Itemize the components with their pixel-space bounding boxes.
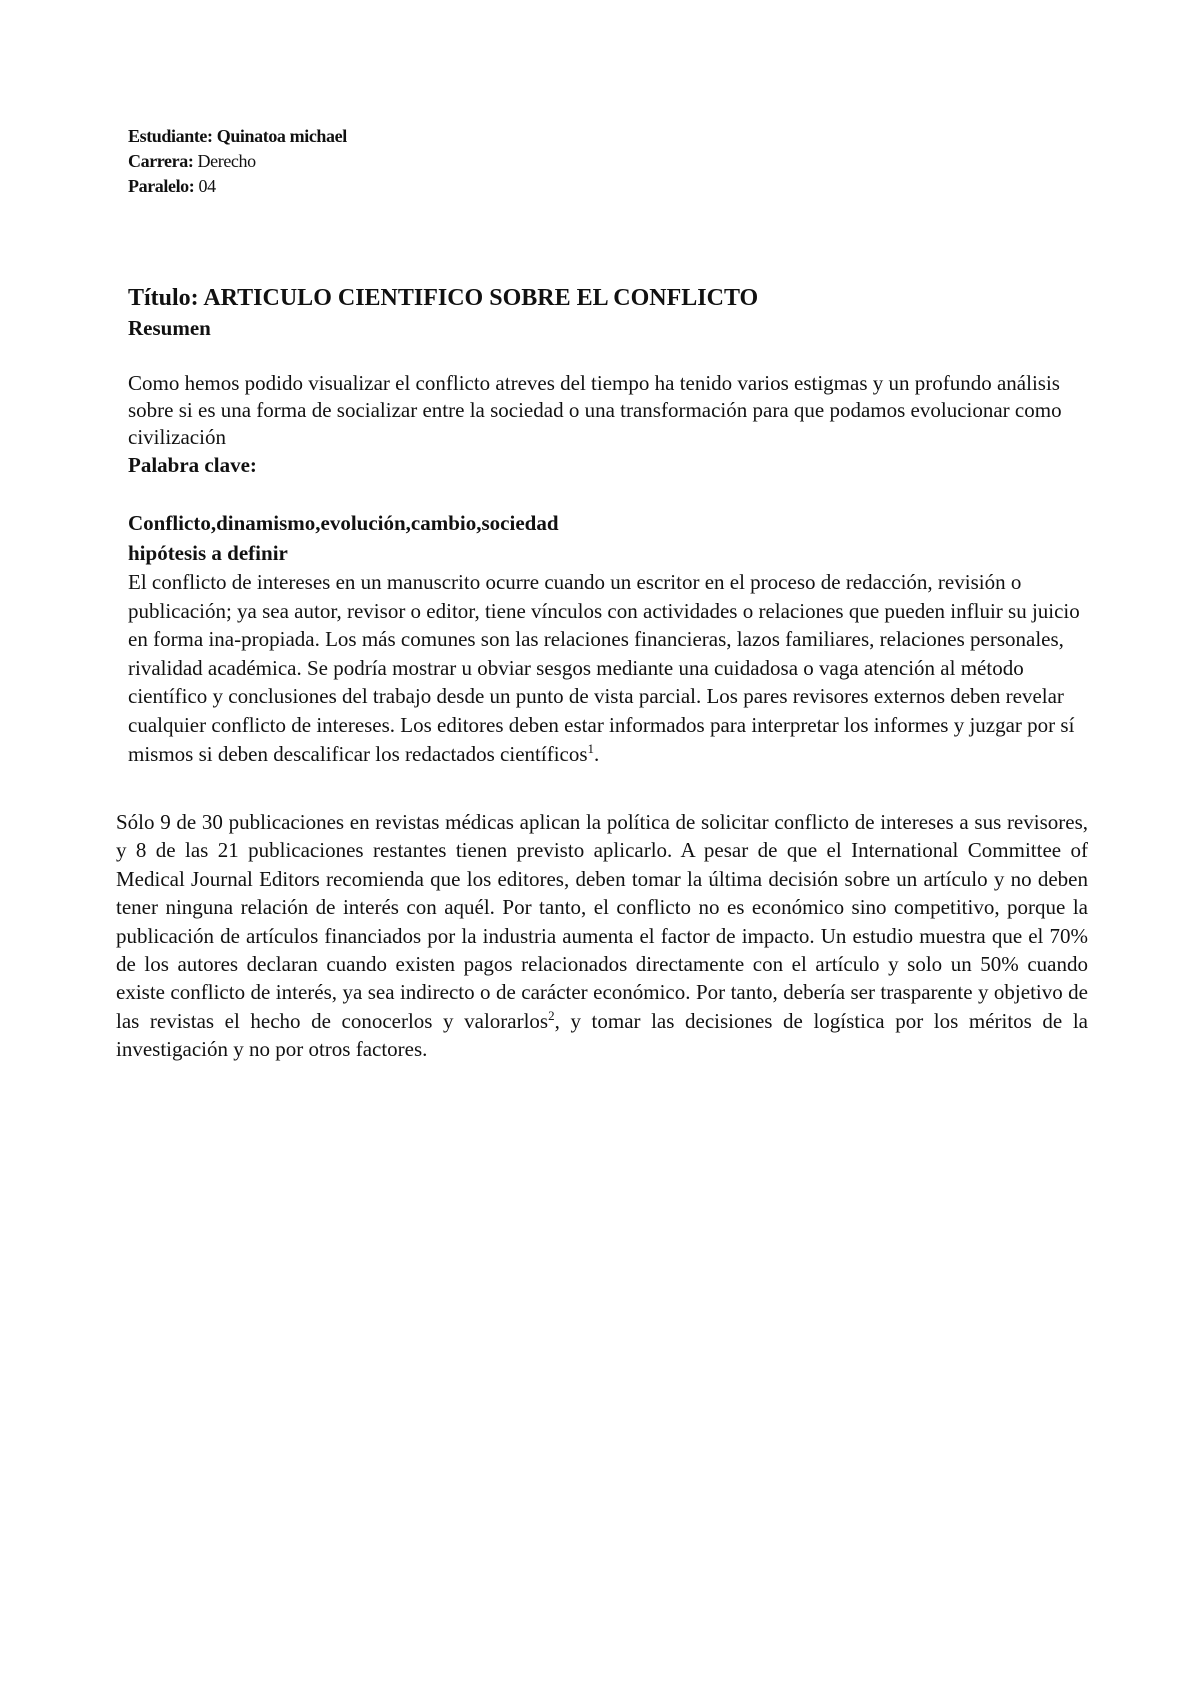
paragraph-publications — [116, 808, 1088, 1064]
keywords-section — [128, 508, 1088, 568]
student-info — [128, 124, 347, 199]
footnote-1: 1 — [587, 740, 595, 756]
summary-text: Como hemos podido visualizar el conflicto atreves del tiempo ha tenido varios estigmas y un profundo análisis sobre si es una forma de socializar entre la sociedad o una transformación para que podamos evolucionar como civilización — [128, 371, 1062, 449]
paragraph-2-end: , y tomar las decisiones de logística por los méritos de la investigación y no por otros factores. — [116, 1008, 1088, 1062]
hypothesis-heading: hipótesis a definir — [128, 541, 288, 565]
paragraph-1-text: El conflicto de intereses en un manuscrito ocurre cuando un escritor en el proceso de redacción, revisión o publicación; ya sea autor, revisor o editor, tiene vínculos con actividades o relaciones que pueden influir su juicio en forma ina-propiada. Los más comunes son las relaciones financieras, lazos familiares, relaciones personales, rivalidad académica. Se podría mostrar u obviar sesgos mediante una cuidadosa o vaga atención al método científico y conclusiones del trabajo desde un punto de vista parcial. Los pares revisores externos deben revelar cualquier conflicto de intereses. Los editores deben estar informados para interpretar los informes y juzgar por sí mismos si deben descalificar los redactados científicos — [128, 570, 1080, 766]
summary-section — [128, 370, 1088, 479]
article-title: Título: ARTICULO CIENTIFICO SOBRE EL CONFLICTO — [128, 285, 759, 311]
career-value: Derecho — [197, 151, 256, 171]
paragraph-2-text: Sólo 9 de 30 publicaciones en revistas médicas aplican la política de solicitar conflicto de intereses a sus revisores, y 8 de las 21 publicaciones restantes tienen previsto aplicarlo. A pesar de que el International Committee of Medical Journal Editors recomienda que los editores, deben tomar la última decisión sobre un artículo y no deben tener ninguna relación de interés con aquél. Por tanto, el conflicto no es económico sino competitivo, porque la publicación de artículos financiados por la industria aumenta el factor de impacto. Un estudio muestra que el 70% de los autores declaran cuando existen pagos relacionados directamente con el artículo y solo un 50% cuando existe conflicto de interés, ya sea indirecto o de carácter económico. Por tanto, debería ser trasparente y objetivo de las revistas el hecho de conocerlos y valorarlos — [116, 810, 1088, 1033]
title-block — [128, 282, 1088, 342]
parallel-line — [128, 174, 347, 199]
career-line — [128, 149, 347, 174]
paragraph-1-end: . — [594, 741, 600, 766]
paragraph-conflict-of-interest — [128, 568, 1088, 768]
student-name: Estudiante: Quinatoa michael — [128, 126, 347, 146]
paragraph-1 — [128, 568, 1088, 768]
parallel-value: 04 — [198, 176, 216, 196]
career-label: Carrera: — [128, 151, 194, 171]
paragraph-2 — [116, 808, 1088, 1064]
footnote-2: 2 — [548, 1007, 555, 1023]
keyword-heading: Palabra clave: — [128, 453, 257, 477]
keywords-list: Conflicto,dinamismo,evolución,cambio,sociedad — [128, 511, 559, 535]
summary-heading: Resumen — [128, 316, 211, 340]
parallel-label: Paralelo: — [128, 176, 195, 196]
student-line — [128, 124, 347, 149]
